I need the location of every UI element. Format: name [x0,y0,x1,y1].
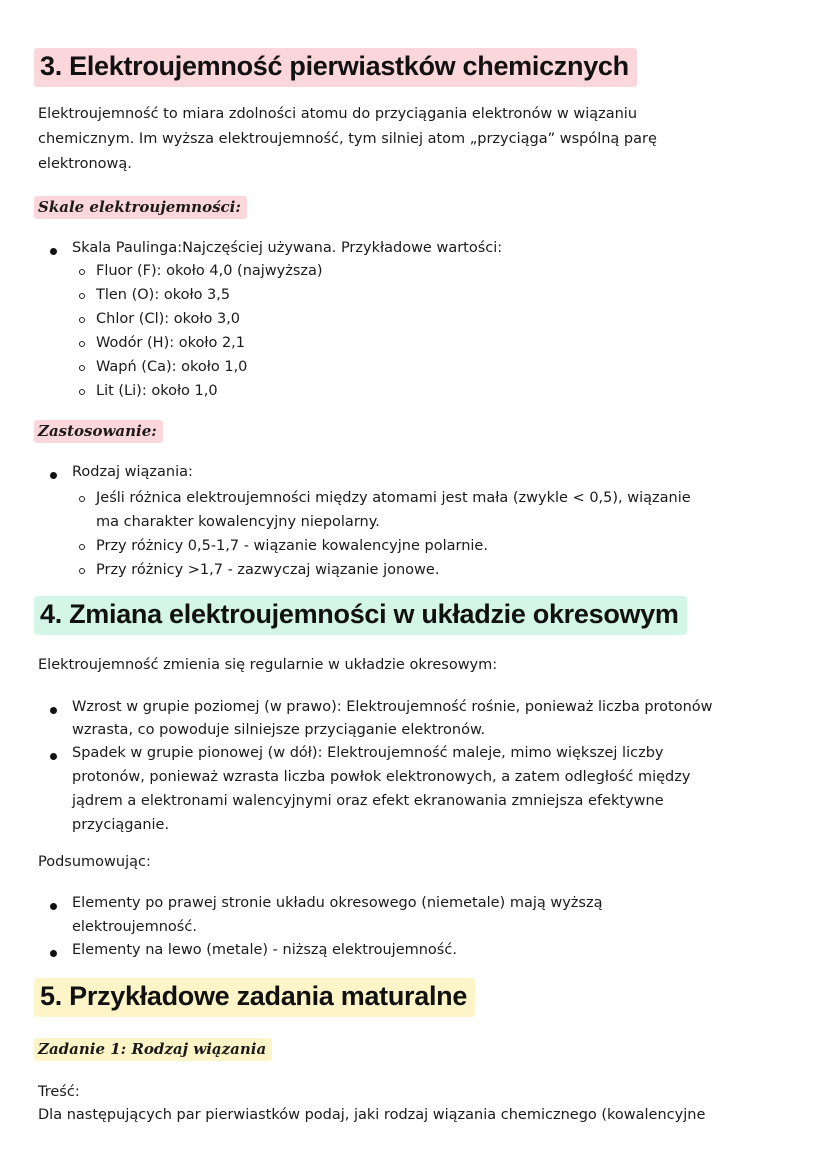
intro-line-1: Elektroujemność to miara zdolności atomu do przyciągania elektronów w wiązaniu [38,106,638,122]
summary-1-line-1: Elementy po prawej stronie układu okresowego (niemetale) mają wyższą [72,895,603,911]
sub-bullet-circle [79,269,85,275]
value-tlen: Tlen (O): około 3,5 [96,287,231,303]
bond-rule-1b: ma charakter kowalencyjny niepolarny. [96,514,380,530]
pauling-label: Skala Paulinga:Najczęściej używana. Przykładowe wartości: [72,240,503,256]
value-lit: Lit (Li): około 1,0 [96,383,218,399]
sub-bullet-circle [79,293,85,299]
section-4-intro: Elektroujemność zmienia się regularnie w układzie okresowym: [38,657,498,673]
value-wapn: Wapń (Ca): około 1,0 [96,359,248,375]
trend-2-line-1: Spadek w grupie pionowej (w dół): Elektroujemność maleje, mimo większej liczby [72,745,664,761]
content-line: Dla następujących par pierwiastków podaj, jaki rodzaj wiązania chemicznego (kowalencyjne [38,1107,706,1123]
trend-2-line-2: protonów, ponieważ wzrasta liczba powłok elektronowych, a zatem odległość między [72,769,691,785]
intro-line-2: chemicznym. Im wyższa elektroujemność, tym silniej atom „przyciąga” wspólną parę [38,131,657,147]
trend-2-line-4: przyciąganie. [72,817,170,833]
sub-bullet-circle [79,544,85,550]
sub-bullet-circle [79,365,85,371]
content-label: Treść: [38,1084,80,1100]
bullet-dot [50,707,57,714]
bullet-dot [50,950,57,957]
summary-label: Podsumowując: [38,854,151,870]
intro-line-3: elektronową. [38,156,132,172]
task-heading: Zadanie 1: Rodzaj wiązania [34,1038,272,1061]
bond-rule-1a: Jeśli różnica elektroujemności między atomami jest mała (zwykle < 0,5), wiązanie [96,490,691,506]
trend-2-line-3: jądrem a elektronami walencyjnymi oraz efekt ekranowania zmniejsza efektywne [72,793,664,809]
sub-bullet-circle [79,317,85,323]
value-wodor: Wodór (H): około 2,1 [96,335,246,351]
sub-bullet-circle [79,341,85,347]
trend-1-line-1: Wzrost w grupie poziomej (w prawo): Elektroujemność rośnie, ponieważ liczba protonów [72,699,713,715]
bond-rule-3: Przy różnicy >1,7 - zazwyczaj wiązanie jonowe. [96,562,440,578]
value-fluor: Fluor (F): około 4,0 (najwyższa) [96,263,323,279]
bullet-dot [50,472,57,479]
value-chlor: Chlor (Cl): około 3,0 [96,311,241,327]
scales-heading: Skale elektroujemności: [34,196,247,219]
section-3-title: 3. Elektroujemność pierwiastków chemicznych [34,48,637,87]
bond-type-label: Rodzaj wiązania: [72,464,193,480]
bullet-dot [50,753,57,760]
application-heading: Zastosowanie: [34,420,163,443]
summary-2: Elementy na lewo (metale) - niższą elektroujemność. [72,942,457,958]
sub-bullet-circle [79,568,85,574]
bullet-dot [50,903,57,910]
sub-bullet-circle [79,496,85,502]
section-4-title: 4. Zmiana elektroujemności w układzie okresowym [34,596,687,635]
bond-rule-2: Przy różnicy 0,5-1,7 - wiązanie kowalencyjne polarnie. [96,538,488,554]
sub-bullet-circle [79,389,85,395]
bullet-dot [50,248,57,255]
summary-1-line-2: elektroujemność. [72,919,197,935]
section-5-title: 5. Przykładowe zadania maturalne [34,978,475,1017]
trend-1-line-2: wzrasta, co powoduje silniejsze przyciąganie elektronów. [72,722,486,738]
